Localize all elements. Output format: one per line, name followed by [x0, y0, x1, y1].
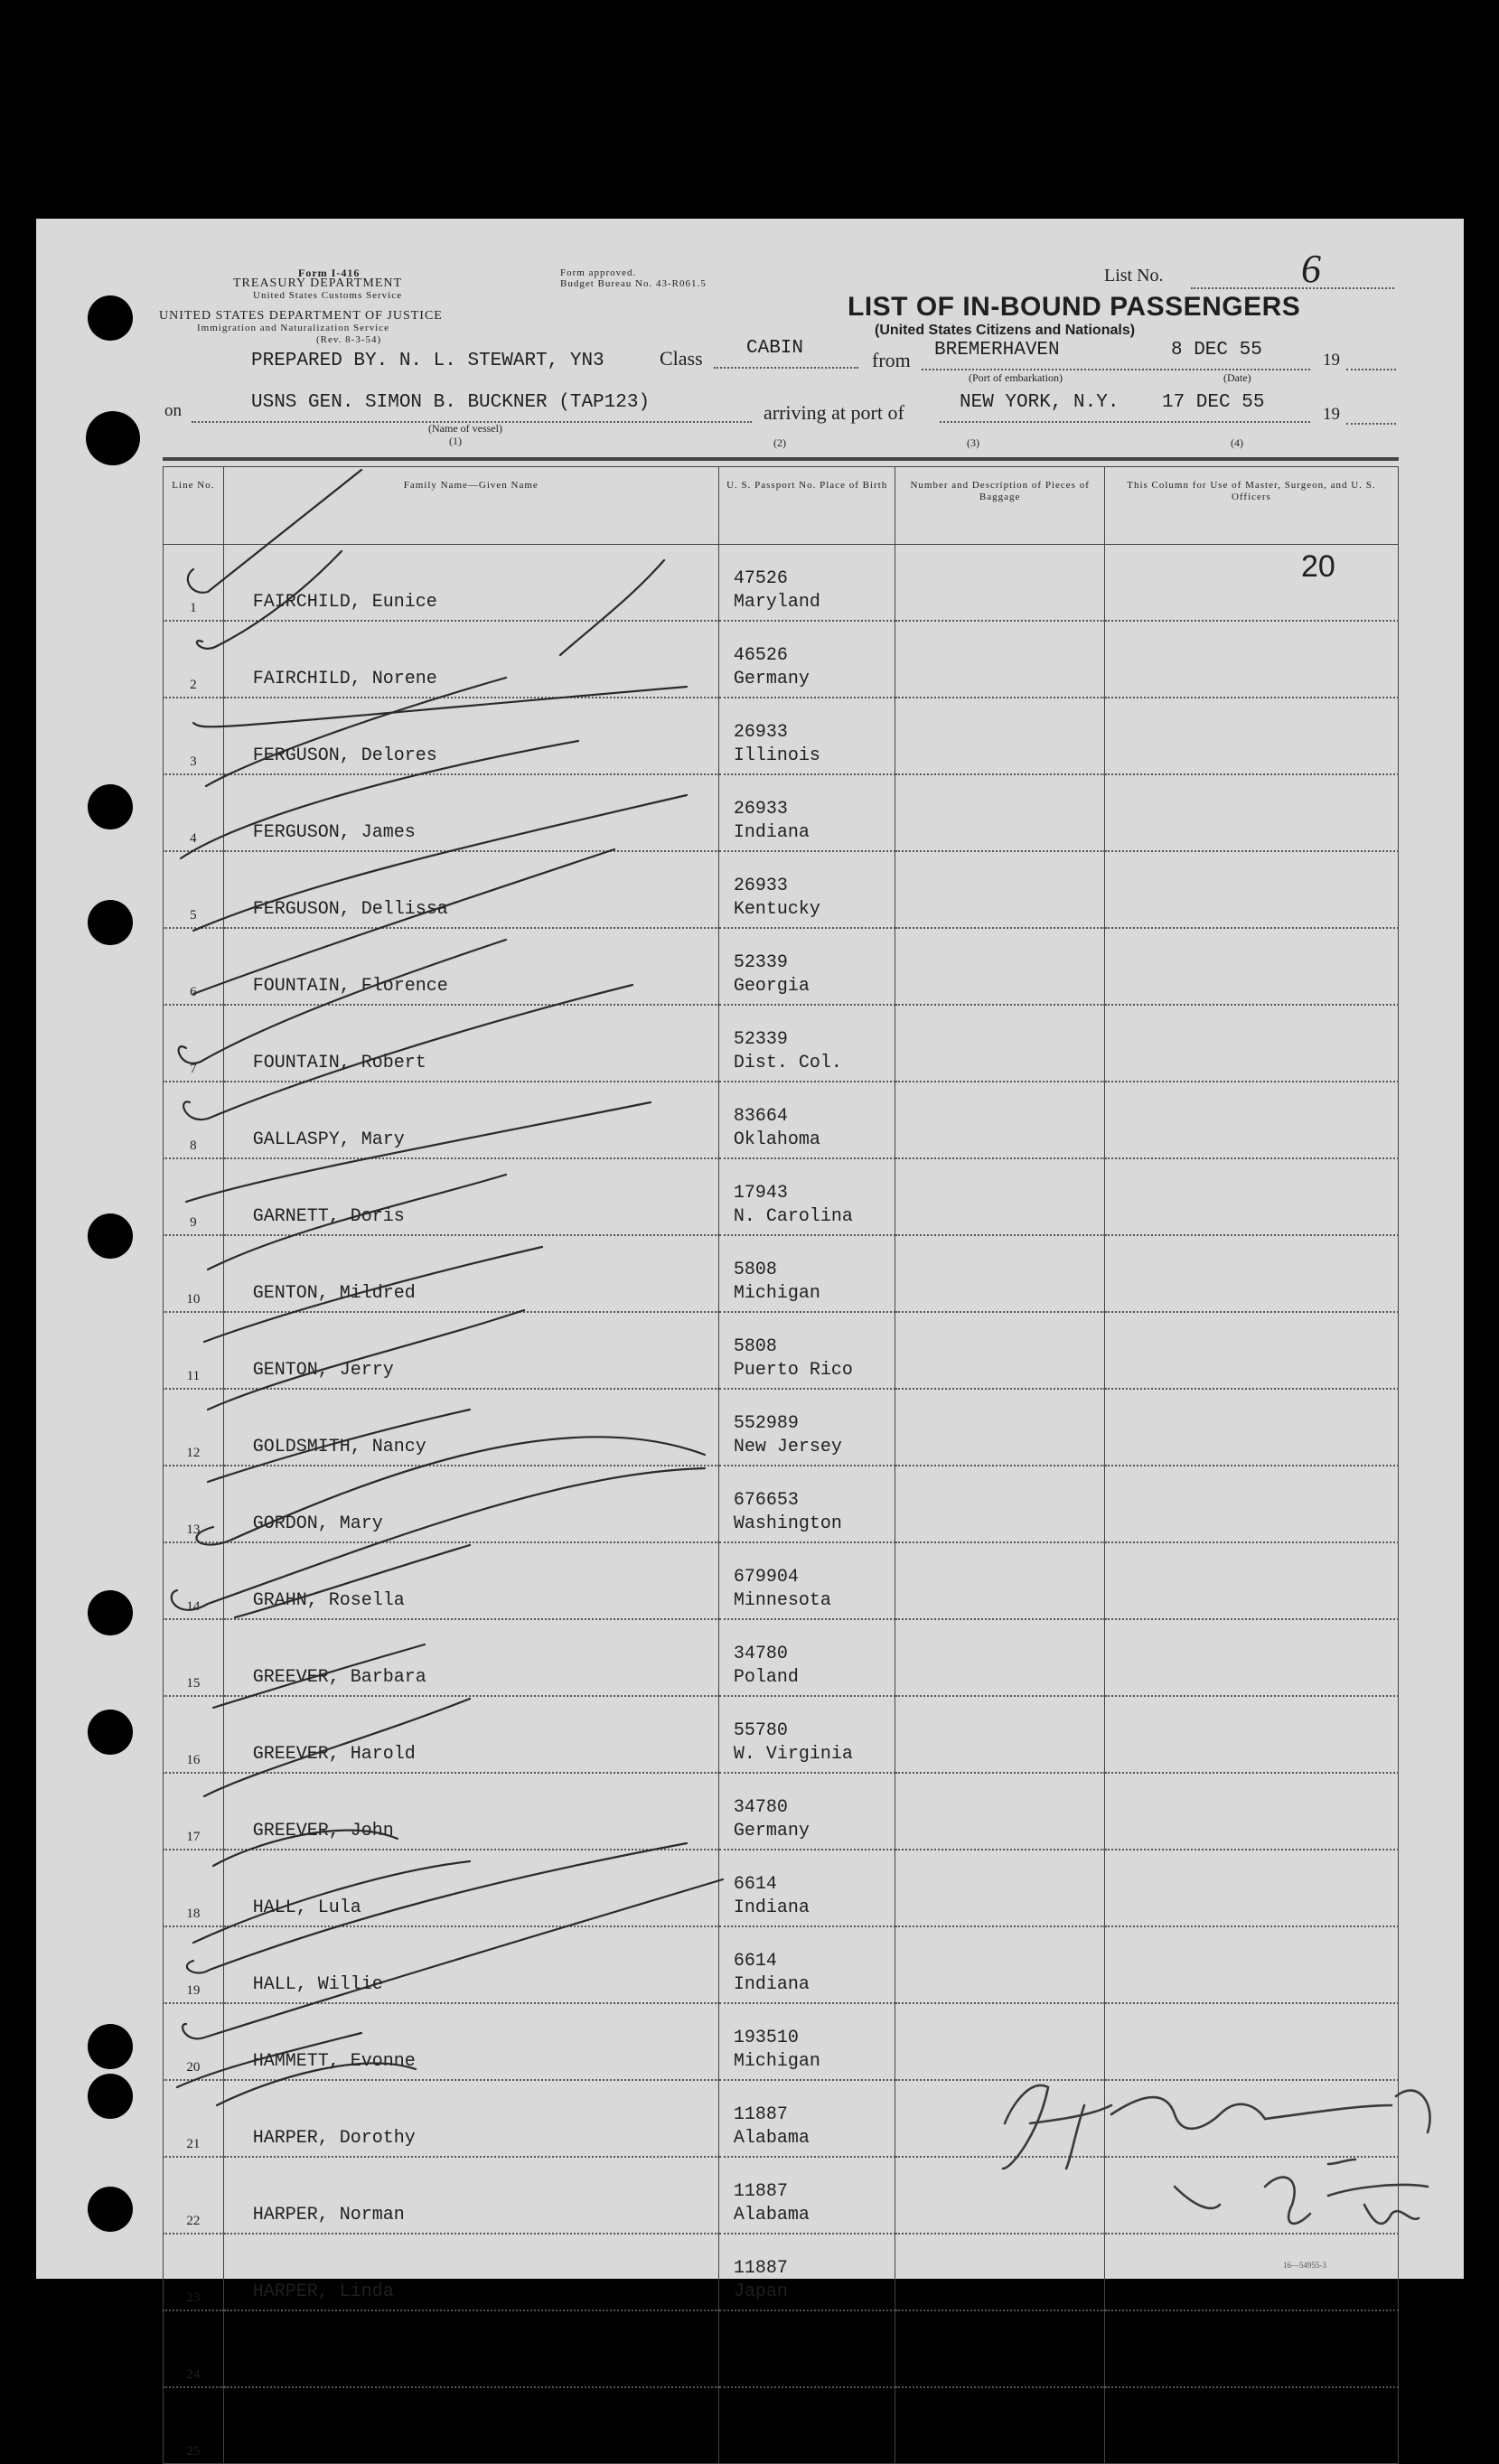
- baggage-cell: [895, 2003, 1104, 2080]
- place-of-birth: Kentucky: [733, 899, 820, 920]
- baggage-cell: [895, 1005, 1104, 1082]
- table-row: [164, 1926, 1399, 2003]
- class-value: CABIN: [746, 338, 804, 359]
- line-number: 23: [164, 2234, 224, 2310]
- officer-use-cell: [1104, 2310, 1398, 2387]
- passenger-name: FAIRCHILD, Norene: [223, 621, 718, 698]
- revision: (Rev. 8-3-54): [316, 334, 382, 345]
- line-number: 17: [164, 1773, 224, 1850]
- table-row: [164, 774, 1399, 851]
- line-number: 2: [164, 621, 224, 698]
- place-of-birth: Michigan: [733, 2051, 820, 2072]
- passport-birthplace-cell: [718, 2387, 895, 2464]
- class-line: [714, 367, 858, 369]
- passport-birthplace-cell: [718, 1773, 895, 1850]
- passport-birthplace-cell: [718, 1389, 895, 1466]
- passport-birthplace-cell: [718, 1850, 895, 1926]
- baggage-cell: [895, 1158, 1104, 1235]
- line-number: 11: [164, 1312, 224, 1389]
- baggage-cell: [895, 1542, 1104, 1619]
- table-top-rule: [163, 457, 1399, 461]
- baggage-cell: [895, 851, 1104, 928]
- arrival-line: [940, 421, 1310, 423]
- year-line: [1346, 369, 1396, 370]
- passport-number: 11887: [733, 2104, 788, 2125]
- passport-number: 26933: [733, 876, 788, 896]
- header-name: Family Name—Given Name: [223, 467, 718, 545]
- list-no-value: 6: [1301, 247, 1321, 291]
- passenger-name: GALLASPY, Mary: [223, 1082, 718, 1158]
- passport-number: 52339: [733, 952, 788, 973]
- baggage-cell: [895, 1466, 1104, 1542]
- place-of-birth: New Jersey: [733, 1437, 842, 1457]
- line-number: 18: [164, 1850, 224, 1926]
- baggage-cell: [895, 1235, 1104, 1312]
- passport-number: 6614: [733, 1874, 777, 1895]
- passport-birthplace-cell: [718, 1005, 895, 1082]
- passenger-name: [223, 2310, 718, 2387]
- punch-hole: [86, 411, 140, 465]
- passport-number: 5808: [733, 1260, 777, 1280]
- line-number: 19: [164, 1926, 224, 2003]
- table-row: [164, 2387, 1399, 2464]
- place-of-birth: Poland: [733, 1667, 799, 1688]
- baggage-cell: [895, 1082, 1104, 1158]
- passport-number: 34780: [733, 1797, 788, 1818]
- passenger-name: GREEVER, Harold: [223, 1696, 718, 1773]
- date-caption: (Date): [1223, 371, 1251, 384]
- passport-number: 26933: [733, 722, 788, 743]
- table-row: [164, 1773, 1399, 1850]
- officer-use-cell: [1104, 1005, 1398, 1082]
- col-marker-4: (4): [1231, 436, 1243, 449]
- table-row: [164, 1158, 1399, 1235]
- place-of-birth: Minnesota: [733, 1590, 831, 1611]
- punch-hole: [88, 2187, 133, 2232]
- table-row: [164, 621, 1399, 698]
- passport-birthplace-cell: [718, 2157, 895, 2234]
- line-number: 16: [164, 1696, 224, 1773]
- passenger-table: [163, 466, 1399, 2464]
- table-row: [164, 851, 1399, 928]
- passport-birthplace-cell: [718, 928, 895, 1005]
- passenger-name: GORDON, Mary: [223, 1466, 718, 1542]
- table-row: [164, 1082, 1399, 1158]
- table-row: [164, 2157, 1399, 2234]
- passenger-name: HARPER, Norman: [223, 2157, 718, 2234]
- passenger-name: HALL, Willie: [223, 1926, 718, 2003]
- punch-hole: [88, 1213, 133, 1259]
- passenger-name: GREEVER, Barbara: [223, 1619, 718, 1696]
- officer-use-cell: [1104, 1312, 1398, 1389]
- place-of-birth: Alabama: [733, 2128, 810, 2149]
- passenger-name: FERGUSON, Dellissa: [223, 851, 718, 928]
- line-number: 25: [164, 2387, 224, 2464]
- line-number: 3: [164, 698, 224, 774]
- punch-hole: [88, 2074, 133, 2119]
- place-of-birth: Washington: [733, 1513, 842, 1534]
- passport-birthplace-cell: [718, 851, 895, 928]
- table-row: [164, 2234, 1399, 2310]
- passport-birthplace-cell: [718, 2234, 895, 2310]
- officer-use-cell: [1104, 2157, 1398, 2234]
- officer-use-cell: [1104, 1466, 1398, 1542]
- officer-use-cell: [1104, 1389, 1398, 1466]
- officer-use-cell: [1104, 1542, 1398, 1619]
- officer-use-cell: [1104, 1926, 1398, 2003]
- passport-number: 47526: [733, 568, 788, 589]
- table-row: [164, 1235, 1399, 1312]
- place-of-birth: Puerto Rico: [733, 1360, 853, 1381]
- budget-bureau: Budget Bureau No. 43-R061.5: [560, 278, 707, 289]
- officer-use-cell: [1104, 1235, 1398, 1312]
- place-of-birth: Dist. Col.: [733, 1053, 842, 1073]
- embarkation-date: 8 DEC 55: [1171, 340, 1262, 361]
- arrival-date: 17 DEC 55: [1162, 392, 1265, 413]
- page-title: LIST OF IN-BOUND PASSENGERS: [848, 292, 1301, 322]
- table-header-row: [164, 467, 1399, 545]
- embark-line: [922, 369, 1310, 370]
- from-label: from: [872, 349, 911, 371]
- line-number: 7: [164, 1005, 224, 1082]
- header-baggage: Number and Description of Pieces of Baggage: [895, 467, 1104, 545]
- punch-hole: [88, 1590, 133, 1635]
- list-no-line: [1191, 287, 1394, 289]
- table-row: [164, 1005, 1399, 1082]
- passport-number: 6614: [733, 1951, 777, 1972]
- passenger-name: HARPER, Linda: [223, 2234, 718, 2310]
- passport-birthplace-cell: [718, 1696, 895, 1773]
- baggage-cell: [895, 1850, 1104, 1926]
- passport-birthplace-cell: [718, 2080, 895, 2157]
- officer-use-cell: [1104, 698, 1398, 774]
- passport-birthplace-cell: [718, 1158, 895, 1235]
- passenger-name: FERGUSON, James: [223, 774, 718, 851]
- justice-dept: UNITED STATES DEPARTMENT OF JUSTICE: [159, 309, 443, 323]
- baggage-cell: [895, 774, 1104, 851]
- baggage-cell: [895, 1926, 1104, 2003]
- passport-birthplace-cell: [718, 1926, 895, 2003]
- passport-number: 11887: [733, 2258, 788, 2279]
- line-number: 5: [164, 851, 224, 928]
- header-officers: This Column for Use of Master, Surgeon, and U. S. Officers: [1104, 467, 1398, 545]
- port-of-embarkation: BREMERHAVEN: [934, 340, 1060, 361]
- arrival-year-line: [1346, 423, 1396, 425]
- passenger-name: FERGUSON, Delores: [223, 698, 718, 774]
- table-row: [164, 1389, 1399, 1466]
- place-of-birth: Oklahoma: [733, 1129, 820, 1150]
- passenger-name: FAIRCHILD, Eunice: [223, 545, 718, 622]
- passport-number: 11887: [733, 2181, 788, 2202]
- page-subtitle: (United States Citizens and Nationals): [875, 323, 1136, 338]
- customs-service: United States Customs Service: [253, 290, 402, 301]
- passport-birthplace-cell: [718, 1235, 895, 1312]
- passport-number: 34780: [733, 1644, 788, 1664]
- passport-number: 83664: [733, 1106, 788, 1127]
- punch-hole: [88, 900, 133, 945]
- place-of-birth: Germany: [733, 1821, 810, 1841]
- place-of-birth: Michigan: [733, 1283, 820, 1304]
- line-number: 4: [164, 774, 224, 851]
- baggage-cell: [895, 2234, 1104, 2310]
- punch-hole: [88, 784, 133, 829]
- passport-birthplace-cell: [718, 698, 895, 774]
- baggage-cell: [895, 1773, 1104, 1850]
- table-row: [164, 545, 1399, 622]
- table-row: [164, 1466, 1399, 1542]
- baggage-cell: [895, 2387, 1104, 2464]
- place-of-birth: Indiana: [733, 822, 810, 843]
- officer-use-cell: [1104, 2003, 1398, 2080]
- line-number: 9: [164, 1158, 224, 1235]
- place-of-birth: Maryland: [733, 592, 820, 613]
- vessel-name: USNS GEN. SIMON B. BUCKNER (TAP123): [251, 392, 651, 413]
- table-row: [164, 2080, 1399, 2157]
- table-row: [164, 2310, 1399, 2387]
- baggage-cell: [895, 2157, 1104, 2234]
- officer-use-cell: [1104, 1850, 1398, 1926]
- officer-use-cell: [1104, 2080, 1398, 2157]
- passport-number: 55780: [733, 1720, 788, 1741]
- officer-use-cell: [1104, 851, 1398, 928]
- officer-use-cell: [1104, 2387, 1398, 2464]
- punch-hole: [88, 2024, 133, 2069]
- baggage-cell: [895, 928, 1104, 1005]
- passport-birthplace-cell: [718, 545, 895, 622]
- passenger-name: HARPER, Dorothy: [223, 2080, 718, 2157]
- officer-use-cell: [1104, 1158, 1398, 1235]
- baggage-cell: [895, 1619, 1104, 1696]
- place-of-birth: Indiana: [733, 1974, 810, 1995]
- line-number: 1: [164, 545, 224, 622]
- passenger-name: HAMMETT, Evonne: [223, 2003, 718, 2080]
- ins-service: Immigration and Naturalization Service: [197, 323, 390, 333]
- passport-birthplace-cell: [718, 2310, 895, 2387]
- col-marker-1: (1): [449, 435, 462, 447]
- col-marker-2: (2): [773, 436, 786, 449]
- embarkation-caption: (Port of embarkation): [969, 371, 1063, 384]
- passenger-name: HALL, Lula: [223, 1850, 718, 1926]
- baggage-cell: [895, 621, 1104, 698]
- passport-birthplace-cell: [718, 774, 895, 851]
- prepared-by: PREPARED BY. N. L. STEWART, YN3: [251, 351, 604, 371]
- passport-number: 5808: [733, 1336, 777, 1357]
- line-number: 21: [164, 2080, 224, 2157]
- vessel-caption: (Name of vessel): [428, 422, 502, 435]
- place-of-birth: Georgia: [733, 976, 810, 997]
- table-row: [164, 2003, 1399, 2080]
- class-label: Class: [660, 347, 703, 370]
- line-number: 10: [164, 1235, 224, 1312]
- passenger-name: GRAHN, Rosella: [223, 1542, 718, 1619]
- year-prefix: 19: [1323, 351, 1340, 370]
- passenger-name: FOUNTAIN, Florence: [223, 928, 718, 1005]
- form-number: Form I-416: [298, 267, 361, 279]
- line-number: 12: [164, 1389, 224, 1466]
- place-of-birth: Japan: [733, 2281, 788, 2302]
- officer-use-cell: [1104, 774, 1398, 851]
- on-label: on: [164, 401, 182, 420]
- passport-number: 46526: [733, 645, 788, 666]
- arrival-year-prefix: 19: [1323, 405, 1340, 424]
- passenger-rows: [164, 545, 1399, 2464]
- printer-mark: 16—54955-3: [1283, 2261, 1326, 2270]
- line-number: 22: [164, 2157, 224, 2234]
- passport-number: 676653: [733, 1490, 799, 1511]
- arriving-label: arriving at port of: [764, 401, 904, 424]
- passenger-name: [223, 2387, 718, 2464]
- passport-birthplace-cell: [718, 1312, 895, 1389]
- port-of-arrival: NEW YORK, N.Y.: [960, 392, 1120, 413]
- line-number: 6: [164, 928, 224, 1005]
- table-row: [164, 928, 1399, 1005]
- passenger-name: GENTON, Mildred: [223, 1235, 718, 1312]
- passenger-name: GOLDSMITH, Nancy: [223, 1389, 718, 1466]
- baggage-cell: [895, 2310, 1104, 2387]
- place-of-birth: Alabama: [733, 2205, 810, 2225]
- passport-number: 26933: [733, 799, 788, 820]
- table-row: [164, 698, 1399, 774]
- passport-number: 679904: [733, 1567, 799, 1588]
- baggage-cell: [895, 545, 1104, 622]
- line-number: 15: [164, 1619, 224, 1696]
- officer-use-cell: [1104, 1619, 1398, 1696]
- table-row: [164, 1696, 1399, 1773]
- line-number: 14: [164, 1542, 224, 1619]
- table-row: [164, 1312, 1399, 1389]
- passenger-name: GENTON, Jerry: [223, 1312, 718, 1389]
- baggage-cell: [895, 698, 1104, 774]
- officer-use-cell: [1104, 545, 1398, 622]
- line-number: 8: [164, 1082, 224, 1158]
- col-marker-3: (3): [967, 436, 979, 449]
- passenger-name: FOUNTAIN, Robert: [223, 1005, 718, 1082]
- header-line-no: Line No.: [164, 467, 224, 545]
- passport-birthplace-cell: [718, 2003, 895, 2080]
- officer-use-cell: [1104, 928, 1398, 1005]
- passport-number: 17943: [733, 1183, 788, 1204]
- treasury-dept: TREASURY DEPARTMENT: [233, 276, 403, 290]
- passport-birthplace-cell: [718, 1466, 895, 1542]
- officer-use-cell: [1104, 1696, 1398, 1773]
- baggage-cell: [895, 1389, 1104, 1466]
- place-of-birth: W. Virginia: [733, 1744, 853, 1765]
- punch-hole: [88, 1710, 133, 1755]
- passport-birthplace-cell: [718, 1082, 895, 1158]
- line-number: 20: [164, 2003, 224, 2080]
- table-row: [164, 1619, 1399, 1696]
- place-of-birth: Illinois: [733, 745, 820, 766]
- place-of-birth: N. Carolina: [733, 1206, 853, 1227]
- passport-birthplace-cell: [718, 621, 895, 698]
- place-of-birth: Germany: [733, 669, 810, 689]
- passport-birthplace-cell: [718, 1542, 895, 1619]
- header-passport: U. S. Passport No. Place of Birth: [718, 467, 895, 545]
- baggage-cell: [895, 2080, 1104, 2157]
- passport-number: 552989: [733, 1413, 799, 1434]
- line-number: 24: [164, 2310, 224, 2387]
- passport-number: 193510: [733, 2028, 799, 2048]
- official-note: 20: [1301, 549, 1335, 584]
- passenger-name: GREEVER, John: [223, 1773, 718, 1850]
- baggage-cell: [895, 1312, 1104, 1389]
- punch-hole: [88, 295, 133, 341]
- officer-use-cell: [1104, 621, 1398, 698]
- form-approved: Form approved.: [560, 267, 637, 278]
- place-of-birth: Indiana: [733, 1897, 810, 1918]
- line-number: 13: [164, 1466, 224, 1542]
- officer-use-cell: [1104, 2234, 1398, 2310]
- list-no-label: List No.: [1104, 266, 1164, 286]
- passport-number: 52339: [733, 1029, 788, 1050]
- baggage-cell: [895, 1696, 1104, 1773]
- table-row: [164, 1850, 1399, 1926]
- passport-birthplace-cell: [718, 1619, 895, 1696]
- officer-use-cell: [1104, 1773, 1398, 1850]
- table-row: [164, 1542, 1399, 1619]
- officer-use-cell: [1104, 1082, 1398, 1158]
- passenger-name: GARNETT, Doris: [223, 1158, 718, 1235]
